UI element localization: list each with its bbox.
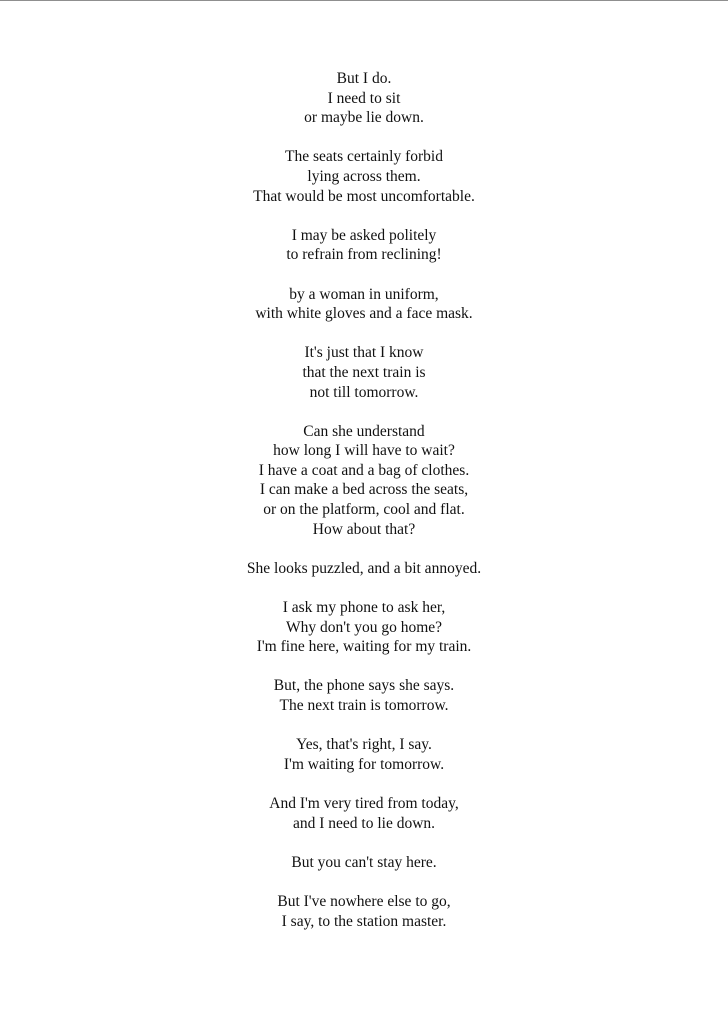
stanza [0, 226, 728, 265]
poem-line: But you can't stay here. [291, 853, 437, 871]
poem-line: That would be most uncomfortable. [253, 187, 475, 205]
poem-line: with white gloves and a face mask. [255, 305, 473, 323]
poem-line: I need to sit [327, 89, 401, 107]
poem-line: The next train is tomorrow. [279, 697, 449, 714]
poem-line: that the next train is [302, 363, 426, 381]
poem-line: Can she understand [303, 422, 425, 440]
stanza [0, 598, 728, 657]
poem-line: I ask my phone to ask her, [282, 599, 446, 617]
poem-line: And I'm very tired from today, [269, 794, 459, 812]
poem-body [0, 69, 728, 951]
stanza [0, 343, 728, 402]
stanza [0, 69, 728, 128]
stanza [0, 147, 728, 206]
poem-line: by a woman in uniform, [289, 285, 439, 303]
stanza [0, 892, 728, 931]
poem-line: I'm fine here, waiting for my train. [256, 638, 472, 656]
stanza [0, 676, 728, 715]
poem-line: She looks puzzled, and a bit annoyed. [246, 559, 482, 577]
stanza [0, 285, 728, 324]
poem-line: I can make a bed across the seats, [259, 481, 469, 499]
poem-line: But, the phone says she says. [273, 677, 455, 695]
poem-line: Yes, that's right, I say. [296, 736, 432, 754]
page-top-rule [0, 0, 728, 1]
poem-line: lying across them. [307, 167, 421, 185]
poem-line: not till tomorrow. [309, 383, 419, 401]
stanza [0, 853, 728, 873]
stanza [0, 794, 728, 833]
poem-line: It's just that I know [304, 344, 424, 362]
stanza [0, 422, 728, 540]
poem-line: how long I will have to wait? [273, 442, 455, 460]
poem-line: How about that? [312, 520, 416, 538]
poem-line: I have a coat and a bag of clothes. [258, 461, 470, 479]
poem-line: The seats certainly forbid [285, 148, 443, 166]
stanza [0, 559, 728, 579]
poem-line: I say, to the station master. [281, 912, 447, 930]
poem-line: But I've nowhere else to go, [277, 892, 451, 910]
poem-line: or maybe lie down. [304, 109, 424, 127]
poem-line: to refrain from reclining! [286, 246, 442, 264]
poem-line: and I need to lie down. [292, 814, 436, 832]
poem-line: But I do. [336, 70, 392, 87]
poem-line: I'm waiting for tomorrow. [283, 755, 445, 773]
poem-line: or on the platform, cool and flat. [263, 501, 465, 519]
poem-line: Why don't you go home? [285, 618, 443, 636]
stanza [0, 735, 728, 774]
poem-line: I may be asked politely [291, 226, 437, 244]
